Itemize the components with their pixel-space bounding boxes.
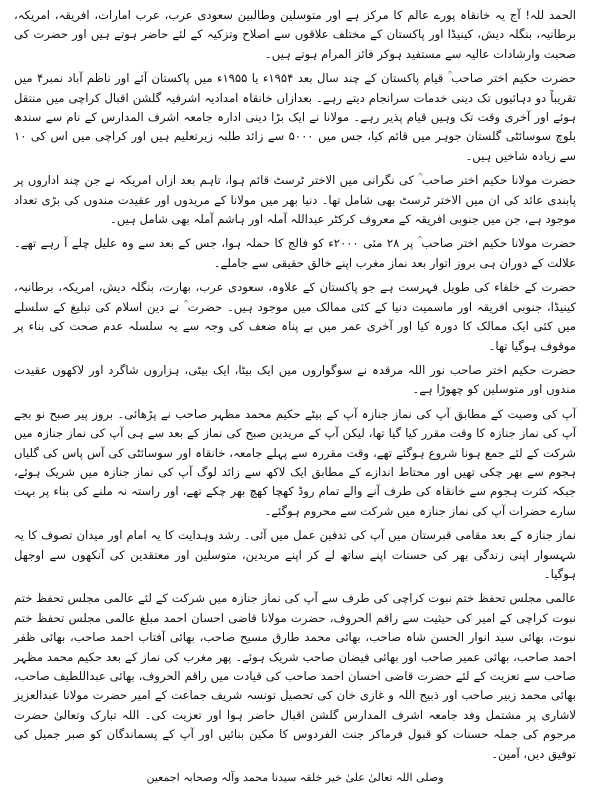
paragraph-burial: نماز جنازہ کے بعد مقامی قبرستان میں آپ کی تدفین عمل میں آئی۔ رشد وہدایت کا یہ امام اور میدان تصوف کا یہ شہسوار اپنی زندگی بھر کی حسنات اپنے ساتھ لے کر اپنے مریدین، متوسلین اور معتقدین کی آنکھوں سے اوجھل ہوگیا۔ xyxy=(14,528,576,581)
paragraph-khulafa: حضرت کے خلفاء کی طویل فہرست ہے جو پاکستان کے علاوہ، سعودی عرب، بھارت، بنگلہ دیش، امریکہ، برطانیہ، کینیڈا، جنوبی افریقہ اور ماسمیت دنیا کے کئی ممالک میں موجود ہیں۔ حضرت ؒ نے دین اسلام کی تبلیغ کے سلسلے میں کئی ایک ممالک کا دورہ کیا اور آخری عمر میں بے پناہ ضعف کی وجہ سے یہ سلسلہ عدم صحت کی بناء پر موقوف ہوگیا تھا۔ xyxy=(14,280,576,353)
paragraph-arrival-pakistan: حضرت حکیم اختر صاحب ؒ قیام پاکستان کے چند سال بعد ۱۹۵۴ء یا ۱۹۵۵ء میں پاکستان آئے اور ناظم آباد نمبر۴ میں تقریباً دو دہائیوں تک دینی خدمات سرانجام دیتے رہے۔ بعدازاں خانقاہ امدادیہ اشرفیہ گلشن اقبال کراچی میں منتقل ہوئے اور آخری وقت تک وہیں قیام پذیر رہے۔ مولانا نے ایک بڑا دینی ادارہ جامعہ اشرف المدارس کے نام سے سندھ بلوچ سوسائٹی گلستان جوہر میں قائم کیا، جس میں ۵۰۰۰ سے زائد طلبہ زیرتعلیم ہیں اور کراچی میں اس کی ۱۰ سے زیادہ شاخیں ہیں۔ xyxy=(14,71,576,163)
paragraph-illness: حضرت مولانا حکیم اختر صاحب ؒ پر ۲۸ مئی ۲۰۰۰ء کو فالج کا حملہ ہوا، جس کے بعد سے وہ علیل چلے آ رہے تھے۔ علالت کے دوران ہی بروز اتوار بعد نماز مغرب اپنے خالق حقیقی سے جاملے۔ xyxy=(14,236,577,270)
paragraph-al-akhtar-trust: حضرت مولانا حکیم اختر صاحب ؒ کی نگرانی میں الاختر ٹرسٹ قائم ہوا، تاہم بعد ازاں امریکہ نے جن چند اداروں پر پابندی عائد کی ان میں الاختر ٹرسٹ بھی شامل تھا۔ دنیا بھر میں مولانا کے مریدوں اور عقیدت مندوں کی بڑی تعداد موجود ہے، جن میں جنوبی افریقہ کے معروف کرکٹر عبداللہ آملہ اور ہاشم آملہ بھی شامل ہیں۔ xyxy=(14,173,576,227)
closing-salutation: وصلی اللہ تعالیٰ علیٰ خیر خلقہ سیدنا محمد وآلہ وصحابہ اجمعین xyxy=(146,771,444,785)
paragraph-condolence: عالمی مجلس تحفظ ختم نبوت کراچی کی طرف سے آپ کی نماز جنازہ میں شرکت کے لئے عالمی مجلس تحفظ ختم نبوت کراچی کے امیر کی حیثیت سے راقم الحروف، حضرت مولانا قاضی احسان احمد مبلغ عالمی مجلس تحفظ ختم نبوت، بھائی سید انوار الحسن شاہ صاحب، بھائی محمد طارق مسیح صاحب، بھائی آفتاب احمد صاحب، بھائی ظفر احمد صاحب، بھائی عمیر صاحب اور بھائی فیضان صاحب شریک ہوئے۔ پھر مغرب کی نماز کے بعد حکیم محمد مظہر صاحب سے تعزیت کے لئے حضرت قاضی احسان احمد صاحب کی قیادت میں راقم الحروف، بھائی عبداللطیف صاحب، بھائی محمد زبیر صاحب اور ذبیح اللہ و غازی خان کی تحصیل تونسہ شریف جماعت کے امیر حضرت مولانا عبدالعزیز لاشاری پر مشتمل وفد جامعہ اشرف المدارس گلشن اقبال حاضر ہوا اور تعزیت کی۔ اللہ تبارک وتعالیٰ حضرت مرحوم کی جملہ حسنات کو قبول فرماکر جنت الفردوس کا مکین بنائیں اور آپ کے پسماندگان کو صبر جمیل کی توفیق دیں، آمین۔ xyxy=(14,591,576,761)
paragraph-funeral-prayer: آپ کی وصیت کے مطابق آپ کی نماز جنازہ آپ کے بیٹے حکیم محمد مظہر صاحب نے پڑھائی۔ بروز پیر صبح نو بجے آپ کی نماز جنازہ کا وقت مقرر کیا گیا تھا، لیکن آپ کے مریدین صبح کی نماز کے بعد سے ہی آپ کی نماز جنازہ میں شرکت کے لئے جمع ہونا شروع ہوگئے تھے، وقت مقررہ سے پہلے جامعہ، خانقاہ اور سوسائٹی کی آس پاس کی گلیاں ہجوم سے بھر چکی تھیں اور محتاط اندازے کے مطابق ایک لاکھ سے زائد لوگ آپ کی نماز جنازہ میں شریک ہوئے، جبکہ کثرت ہجوم سے خانقاہ کی طرف آنے والے تمام روڈ کھچا کھچ بھر چکے تھے، اور راستہ نہ ملنے کی بناء پر بہت سارے حضرات آپ کی نماز جنازہ میں شرکت سے محروم ہوگئے۔ xyxy=(14,406,576,518)
paragraph-khanqah-center: الحمد للہ! آج یہ خانقاہ پورے عالم کا مرکز ہے اور متوسلین وطالبین سعودی عرب، عرب امارات، افریقہ، امریکہ، برطانیہ، بنگلہ دیش، کینیڈا اور پاکستان کے مختلف علاقوں سے اصلاح وتزکیہ کے لئے حاضر ہوتے ہیں اور حضرت کی صحبت وارشادات عالیہ سے مستفید ہوکر فائز المرام ہوتے ہیں۔ xyxy=(14,8,576,61)
paragraph-survivors: حضرت حکیم اختر صاحب نور اللہ مرقدہ نے سوگواروں میں ایک بیٹا، ایک بیٹی، ہزاروں شاگرد اور لاکھوں عقیدت مندوں اور متوسلین کو چھوڑا ہے۔ xyxy=(14,362,576,397)
